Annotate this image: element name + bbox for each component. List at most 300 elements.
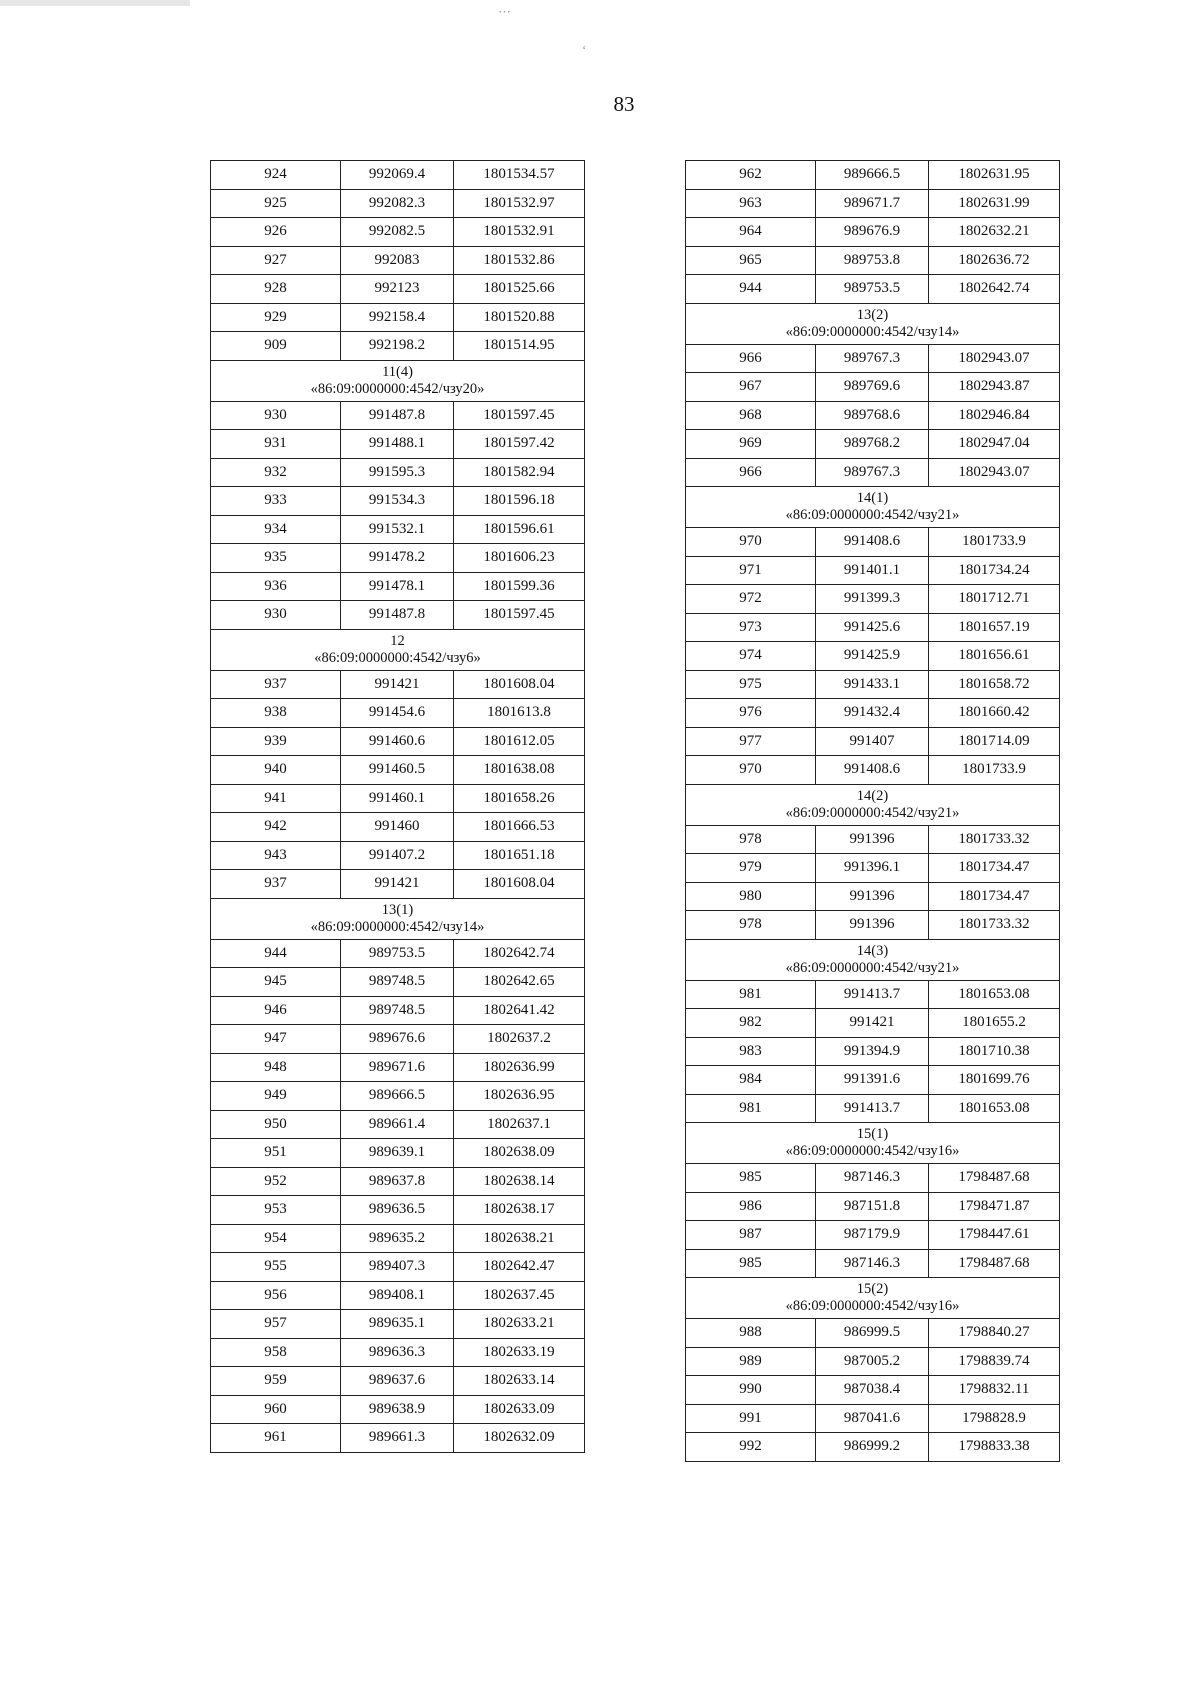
table-row — [211, 1025, 585, 1054]
y-coordinate-cell: 1802946.84 — [929, 401, 1060, 430]
parcel-number: 11(4) — [382, 363, 413, 380]
point-number-cell: 933 — [211, 487, 341, 516]
parcel-number: 12 — [390, 632, 405, 649]
table-row — [686, 1164, 1060, 1193]
y-coordinate-cell: 1802943.07 — [929, 458, 1060, 487]
y-coordinate-cell: 1801734.47 — [929, 854, 1060, 883]
table-row — [686, 1319, 1060, 1348]
x-coordinate-cell: 991408.6 — [816, 528, 929, 557]
y-coordinate-cell: 1801597.45 — [454, 601, 585, 630]
table-row — [686, 556, 1060, 585]
point-number-cell: 991 — [686, 1404, 816, 1433]
y-coordinate-cell: 1802943.07 — [929, 344, 1060, 373]
x-coordinate-cell: 989753.5 — [341, 939, 454, 968]
coordinates-table-left — [210, 160, 585, 1453]
y-coordinate-cell: 1801532.86 — [454, 246, 585, 275]
x-coordinate-cell: 987005.2 — [816, 1347, 929, 1376]
x-coordinate-cell: 991396 — [816, 882, 929, 911]
y-coordinate-cell: 1802636.99 — [454, 1053, 585, 1082]
y-coordinate-cell: 1801606.23 — [454, 544, 585, 573]
point-number-cell: 957 — [211, 1310, 341, 1339]
table-row — [686, 727, 1060, 756]
y-coordinate-cell: 1802633.21 — [454, 1310, 585, 1339]
point-number-cell: 932 — [211, 458, 341, 487]
y-coordinate-cell: 1801514.95 — [454, 332, 585, 361]
x-coordinate-cell: 991460.5 — [341, 756, 454, 785]
x-coordinate-cell: 991478.1 — [341, 572, 454, 601]
y-coordinate-cell: 1801582.94 — [454, 458, 585, 487]
y-coordinate-cell: 1798839.74 — [929, 1347, 1060, 1376]
cadastral-number: «86:09:0000000:4542/чзу21» — [785, 804, 960, 821]
y-coordinate-cell: 1801596.18 — [454, 487, 585, 516]
x-coordinate-cell: 991460 — [341, 813, 454, 842]
y-coordinate-cell: 1802633.14 — [454, 1367, 585, 1396]
table-row — [686, 1221, 1060, 1250]
page-number: 83 — [613, 92, 635, 116]
y-coordinate-cell: 1801712.71 — [929, 585, 1060, 614]
table-row — [686, 911, 1060, 940]
table-row — [211, 401, 585, 430]
y-coordinate-cell: 1801733.9 — [929, 528, 1060, 557]
point-number-cell: 980 — [686, 882, 816, 911]
x-coordinate-cell: 989661.3 — [341, 1424, 454, 1453]
parcel-number: 13(1) — [381, 901, 414, 918]
cadastral-number: «86:09:0000000:4542/чзу14» — [785, 323, 960, 340]
point-number-cell: 970 — [686, 756, 816, 785]
point-number-cell: 978 — [686, 911, 816, 940]
x-coordinate-cell: 989661.4 — [341, 1110, 454, 1139]
point-number-cell: 949 — [211, 1082, 341, 1111]
table-row — [686, 401, 1060, 430]
y-coordinate-cell: 1802638.17 — [454, 1196, 585, 1225]
table-row — [211, 332, 585, 361]
table-row — [211, 1224, 585, 1253]
y-coordinate-cell: 1802636.72 — [929, 246, 1060, 275]
point-number-cell: 961 — [211, 1424, 341, 1453]
table-row — [211, 161, 585, 190]
point-number-cell: 985 — [686, 1249, 816, 1278]
point-number-cell: 943 — [211, 841, 341, 870]
table-row — [686, 458, 1060, 487]
point-number-cell: 930 — [211, 401, 341, 430]
x-coordinate-cell: 989753.5 — [816, 275, 929, 304]
point-number-cell: 959 — [211, 1367, 341, 1396]
point-number-cell: 936 — [211, 572, 341, 601]
y-coordinate-cell: 1801520.88 — [454, 303, 585, 332]
table-row — [211, 487, 585, 516]
y-coordinate-cell: 1802638.21 — [454, 1224, 585, 1253]
point-number-cell: 978 — [686, 825, 816, 854]
cadastral-number: «86:09:0000000:4542/чзу14» — [310, 918, 485, 935]
cadastral-number: «86:09:0000000:4542/чзу21» — [785, 507, 960, 523]
y-coordinate-cell: 1801655.2 — [929, 1009, 1060, 1038]
x-coordinate-cell: 989635.2 — [341, 1224, 454, 1253]
parcel-header-row — [686, 939, 1060, 980]
point-number-cell: 946 — [211, 996, 341, 1025]
x-coordinate-cell: 991396.1 — [816, 854, 929, 883]
x-coordinate-cell: 991534.3 — [341, 487, 454, 516]
table-row — [211, 218, 585, 247]
y-coordinate-cell: 1802642.47 — [454, 1253, 585, 1282]
y-coordinate-cell: 1798832.11 — [929, 1376, 1060, 1405]
table-row — [211, 813, 585, 842]
x-coordinate-cell: 992082.3 — [341, 189, 454, 218]
x-coordinate-cell: 991488.1 — [341, 430, 454, 459]
point-number-cell: 983 — [686, 1037, 816, 1066]
y-coordinate-cell: 1801734.47 — [929, 882, 1060, 911]
parcel-number: 15(2) — [856, 1281, 889, 1297]
y-coordinate-cell: 1802637.1 — [454, 1110, 585, 1139]
point-number-cell: 962 — [686, 161, 816, 190]
table-row — [211, 1310, 585, 1339]
point-number-cell: 953 — [211, 1196, 341, 1225]
point-number-cell: 931 — [211, 430, 341, 459]
table-row — [211, 601, 585, 630]
point-number-cell: 987 — [686, 1221, 816, 1250]
table-row — [686, 882, 1060, 911]
parcel-number: 14(2) — [856, 787, 889, 804]
table-row — [686, 825, 1060, 854]
parcel-number: 14(1) — [856, 490, 889, 506]
x-coordinate-cell: 991407 — [816, 727, 929, 756]
x-coordinate-cell: 991432.4 — [816, 699, 929, 728]
table-row — [211, 303, 585, 332]
y-coordinate-cell: 1801596.61 — [454, 515, 585, 544]
parcel-number: 14(3) — [856, 942, 889, 959]
table-row — [686, 1404, 1060, 1433]
table-row — [211, 1110, 585, 1139]
x-coordinate-cell: 991478.2 — [341, 544, 454, 573]
table-row — [211, 1395, 585, 1424]
x-coordinate-cell: 989636.5 — [341, 1196, 454, 1225]
x-coordinate-cell: 986999.2 — [816, 1433, 929, 1462]
y-coordinate-cell: 1802943.87 — [929, 373, 1060, 402]
point-number-cell: 972 — [686, 585, 816, 614]
coordinates-table-left-body — [211, 161, 585, 1453]
x-coordinate-cell: 991487.8 — [341, 401, 454, 430]
point-number-cell: 944 — [686, 275, 816, 304]
y-coordinate-cell: 1801638.08 — [454, 756, 585, 785]
table-row — [686, 1094, 1060, 1123]
parcel-header — [686, 1278, 1060, 1319]
parcel-header-row — [211, 629, 585, 670]
coordinates-table-right-body — [686, 161, 1060, 1462]
point-number-cell: 976 — [686, 699, 816, 728]
table-row — [686, 430, 1060, 459]
parcel-number: 15(1) — [856, 1126, 889, 1142]
x-coordinate-cell: 992069.4 — [341, 161, 454, 190]
point-number-cell: 947 — [211, 1025, 341, 1054]
point-number-cell: 950 — [211, 1110, 341, 1139]
y-coordinate-cell: 1802636.95 — [454, 1082, 585, 1111]
point-number-cell: 971 — [686, 556, 816, 585]
y-coordinate-cell: 1801534.57 — [454, 161, 585, 190]
table-row — [211, 275, 585, 304]
table-row — [211, 1338, 585, 1367]
x-coordinate-cell: 992083 — [341, 246, 454, 275]
table-row — [211, 1053, 585, 1082]
parcel-header-row — [686, 784, 1060, 825]
point-number-cell: 945 — [211, 968, 341, 997]
x-coordinate-cell: 991425.6 — [816, 613, 929, 642]
y-coordinate-cell: 1798471.87 — [929, 1192, 1060, 1221]
table-row — [211, 572, 585, 601]
point-number-cell: 967 — [686, 373, 816, 402]
point-number-cell: 985 — [686, 1164, 816, 1193]
point-number-cell: 969 — [686, 430, 816, 459]
x-coordinate-cell: 992123 — [341, 275, 454, 304]
table-row — [211, 1196, 585, 1225]
table-row — [211, 670, 585, 699]
x-coordinate-cell: 992198.2 — [341, 332, 454, 361]
y-coordinate-cell: 1801612.05 — [454, 727, 585, 756]
y-coordinate-cell: 1798828.9 — [929, 1404, 1060, 1433]
x-coordinate-cell: 991399.3 — [816, 585, 929, 614]
point-number-cell: 964 — [686, 218, 816, 247]
x-coordinate-cell: 991532.1 — [341, 515, 454, 544]
table-row — [686, 373, 1060, 402]
y-coordinate-cell: 1798487.68 — [929, 1164, 1060, 1193]
x-coordinate-cell: 989407.3 — [341, 1253, 454, 1282]
parcel-header-row — [686, 487, 1060, 528]
y-coordinate-cell: 1802947.04 — [929, 430, 1060, 459]
scan-mark: ‘ — [582, 42, 587, 57]
table-row — [211, 1281, 585, 1310]
point-number-cell: 986 — [686, 1192, 816, 1221]
point-number-cell: 988 — [686, 1319, 816, 1348]
y-coordinate-cell: 1798833.38 — [929, 1433, 1060, 1462]
point-number-cell: 909 — [211, 332, 341, 361]
table-row — [686, 670, 1060, 699]
y-coordinate-cell: 1801710.38 — [929, 1037, 1060, 1066]
x-coordinate-cell: 989769.6 — [816, 373, 929, 402]
parcel-header-row — [686, 1278, 1060, 1319]
y-coordinate-cell: 1802638.14 — [454, 1167, 585, 1196]
table-row — [211, 515, 585, 544]
parcel-header — [686, 784, 1060, 825]
y-coordinate-cell: 1802632.21 — [929, 218, 1060, 247]
table-row — [211, 996, 585, 1025]
x-coordinate-cell: 991421 — [341, 870, 454, 899]
x-coordinate-cell: 991595.3 — [341, 458, 454, 487]
point-number-cell: 930 — [211, 601, 341, 630]
table-row — [686, 161, 1060, 190]
point-number-cell: 925 — [211, 189, 341, 218]
y-coordinate-cell: 1802631.95 — [929, 161, 1060, 190]
y-coordinate-cell: 1801597.42 — [454, 430, 585, 459]
scan-mark — [0, 0, 190, 6]
x-coordinate-cell: 989768.6 — [816, 401, 929, 430]
y-coordinate-cell: 1801733.32 — [929, 825, 1060, 854]
y-coordinate-cell: 1798487.68 — [929, 1249, 1060, 1278]
table-row — [686, 1037, 1060, 1066]
x-coordinate-cell: 989767.3 — [816, 458, 929, 487]
table-row — [686, 1347, 1060, 1376]
table-row — [686, 854, 1060, 883]
x-coordinate-cell: 989666.5 — [816, 161, 929, 190]
table-row — [211, 784, 585, 813]
table-row — [686, 1433, 1060, 1462]
table-row — [211, 189, 585, 218]
x-coordinate-cell: 991433.1 — [816, 670, 929, 699]
cadastral-number: «86:09:0000000:4542/чзу16» — [785, 1298, 960, 1314]
table-row — [211, 968, 585, 997]
x-coordinate-cell: 991460.1 — [341, 784, 454, 813]
table-row — [686, 1249, 1060, 1278]
point-number-cell: 992 — [686, 1433, 816, 1462]
table-row — [211, 1424, 585, 1453]
y-coordinate-cell: 1801733.9 — [929, 756, 1060, 785]
point-number-cell: 948 — [211, 1053, 341, 1082]
point-number-cell: 974 — [686, 642, 816, 671]
x-coordinate-cell: 991407.2 — [341, 841, 454, 870]
x-coordinate-cell: 987038.4 — [816, 1376, 929, 1405]
point-number-cell: 938 — [211, 699, 341, 728]
table-row — [211, 458, 585, 487]
table-row — [686, 756, 1060, 785]
y-coordinate-cell: 1801653.08 — [929, 1094, 1060, 1123]
x-coordinate-cell: 991396 — [816, 825, 929, 854]
y-coordinate-cell: 1801608.04 — [454, 870, 585, 899]
point-number-cell: 951 — [211, 1139, 341, 1168]
y-coordinate-cell: 1801733.32 — [929, 911, 1060, 940]
table-row — [211, 246, 585, 275]
y-coordinate-cell: 1801660.42 — [929, 699, 1060, 728]
y-coordinate-cell: 1801525.66 — [454, 275, 585, 304]
table-row — [211, 727, 585, 756]
point-number-cell: 942 — [211, 813, 341, 842]
table-row — [211, 870, 585, 899]
point-number-cell: 944 — [211, 939, 341, 968]
x-coordinate-cell: 991391.6 — [816, 1066, 929, 1095]
x-coordinate-cell: 991413.7 — [816, 980, 929, 1009]
table-row — [211, 1167, 585, 1196]
x-coordinate-cell: 991413.7 — [816, 1094, 929, 1123]
point-number-cell: 981 — [686, 980, 816, 1009]
point-number-cell: 952 — [211, 1167, 341, 1196]
y-coordinate-cell: 1802637.45 — [454, 1281, 585, 1310]
point-number-cell: 975 — [686, 670, 816, 699]
x-coordinate-cell: 991425.9 — [816, 642, 929, 671]
y-coordinate-cell: 1802641.42 — [454, 996, 585, 1025]
x-coordinate-cell: 989636.3 — [341, 1338, 454, 1367]
y-coordinate-cell: 1801658.26 — [454, 784, 585, 813]
x-coordinate-cell: 989753.8 — [816, 246, 929, 275]
y-coordinate-cell: 1801651.18 — [454, 841, 585, 870]
point-number-cell: 928 — [211, 275, 341, 304]
parcel-header-row — [686, 1123, 1060, 1164]
point-number-cell: 934 — [211, 515, 341, 544]
parcel-header — [686, 939, 1060, 980]
point-number-cell: 940 — [211, 756, 341, 785]
coordinates-table-right — [685, 160, 1060, 1462]
parcel-header — [211, 629, 585, 670]
table-row — [686, 1066, 1060, 1095]
y-coordinate-cell: 1802631.99 — [929, 189, 1060, 218]
point-number-cell: 954 — [211, 1224, 341, 1253]
x-coordinate-cell: 991394.9 — [816, 1037, 929, 1066]
parcel-number: 13(2) — [856, 306, 889, 323]
table-row — [686, 189, 1060, 218]
x-coordinate-cell: 987041.6 — [816, 1404, 929, 1433]
y-coordinate-cell: 1798447.61 — [929, 1221, 1060, 1250]
x-coordinate-cell: 992082.5 — [341, 218, 454, 247]
x-coordinate-cell: 989638.9 — [341, 1395, 454, 1424]
x-coordinate-cell: 989408.1 — [341, 1281, 454, 1310]
x-coordinate-cell: 992158.4 — [341, 303, 454, 332]
y-coordinate-cell: 1801653.08 — [929, 980, 1060, 1009]
point-number-cell: 966 — [686, 344, 816, 373]
y-coordinate-cell: 1801532.91 — [454, 218, 585, 247]
table-row — [686, 275, 1060, 304]
y-coordinate-cell: 1798840.27 — [929, 1319, 1060, 1348]
y-coordinate-cell: 1802633.09 — [454, 1395, 585, 1424]
y-coordinate-cell: 1801666.53 — [454, 813, 585, 842]
x-coordinate-cell: 989676.6 — [341, 1025, 454, 1054]
table-row — [686, 1009, 1060, 1038]
x-coordinate-cell: 989637.6 — [341, 1367, 454, 1396]
x-coordinate-cell: 987151.8 — [816, 1192, 929, 1221]
point-number-cell: 982 — [686, 1009, 816, 1038]
table-row — [211, 939, 585, 968]
x-coordinate-cell: 986999.5 — [816, 1319, 929, 1348]
table-row — [211, 1082, 585, 1111]
point-number-cell: 965 — [686, 246, 816, 275]
table-row — [211, 841, 585, 870]
table-row — [211, 699, 585, 728]
y-coordinate-cell: 1802642.65 — [454, 968, 585, 997]
x-coordinate-cell: 989637.8 — [341, 1167, 454, 1196]
parcel-header — [211, 898, 585, 939]
point-number-cell: 937 — [211, 670, 341, 699]
y-coordinate-cell: 1801699.76 — [929, 1066, 1060, 1095]
table-row — [211, 1367, 585, 1396]
point-number-cell: 989 — [686, 1347, 816, 1376]
x-coordinate-cell: 991460.6 — [341, 727, 454, 756]
table-row — [686, 218, 1060, 247]
point-number-cell: 958 — [211, 1338, 341, 1367]
y-coordinate-cell: 1801597.45 — [454, 401, 585, 430]
point-number-cell: 960 — [211, 1395, 341, 1424]
point-number-cell: 981 — [686, 1094, 816, 1123]
point-number-cell: 941 — [211, 784, 341, 813]
y-coordinate-cell: 1802637.2 — [454, 1025, 585, 1054]
y-coordinate-cell: 1801613.8 — [454, 699, 585, 728]
table-row — [211, 756, 585, 785]
y-coordinate-cell: 1801734.24 — [929, 556, 1060, 585]
y-coordinate-cell: 1802642.74 — [929, 275, 1060, 304]
parcel-header — [686, 1123, 1060, 1164]
point-number-cell: 970 — [686, 528, 816, 557]
point-number-cell: 955 — [211, 1253, 341, 1282]
y-coordinate-cell: 1801656.61 — [929, 642, 1060, 671]
y-coordinate-cell: 1801657.19 — [929, 613, 1060, 642]
point-number-cell: 926 — [211, 218, 341, 247]
x-coordinate-cell: 989767.3 — [816, 344, 929, 373]
x-coordinate-cell: 987179.9 — [816, 1221, 929, 1250]
point-number-cell: 966 — [686, 458, 816, 487]
x-coordinate-cell: 991487.8 — [341, 601, 454, 630]
table-row — [211, 1139, 585, 1168]
y-coordinate-cell: 1801532.97 — [454, 189, 585, 218]
point-number-cell: 968 — [686, 401, 816, 430]
x-coordinate-cell: 991408.6 — [816, 756, 929, 785]
y-coordinate-cell: 1801714.09 — [929, 727, 1060, 756]
x-coordinate-cell: 989666.5 — [341, 1082, 454, 1111]
table-row — [686, 613, 1060, 642]
y-coordinate-cell: 1802638.09 — [454, 1139, 585, 1168]
y-coordinate-cell: 1802633.19 — [454, 1338, 585, 1367]
